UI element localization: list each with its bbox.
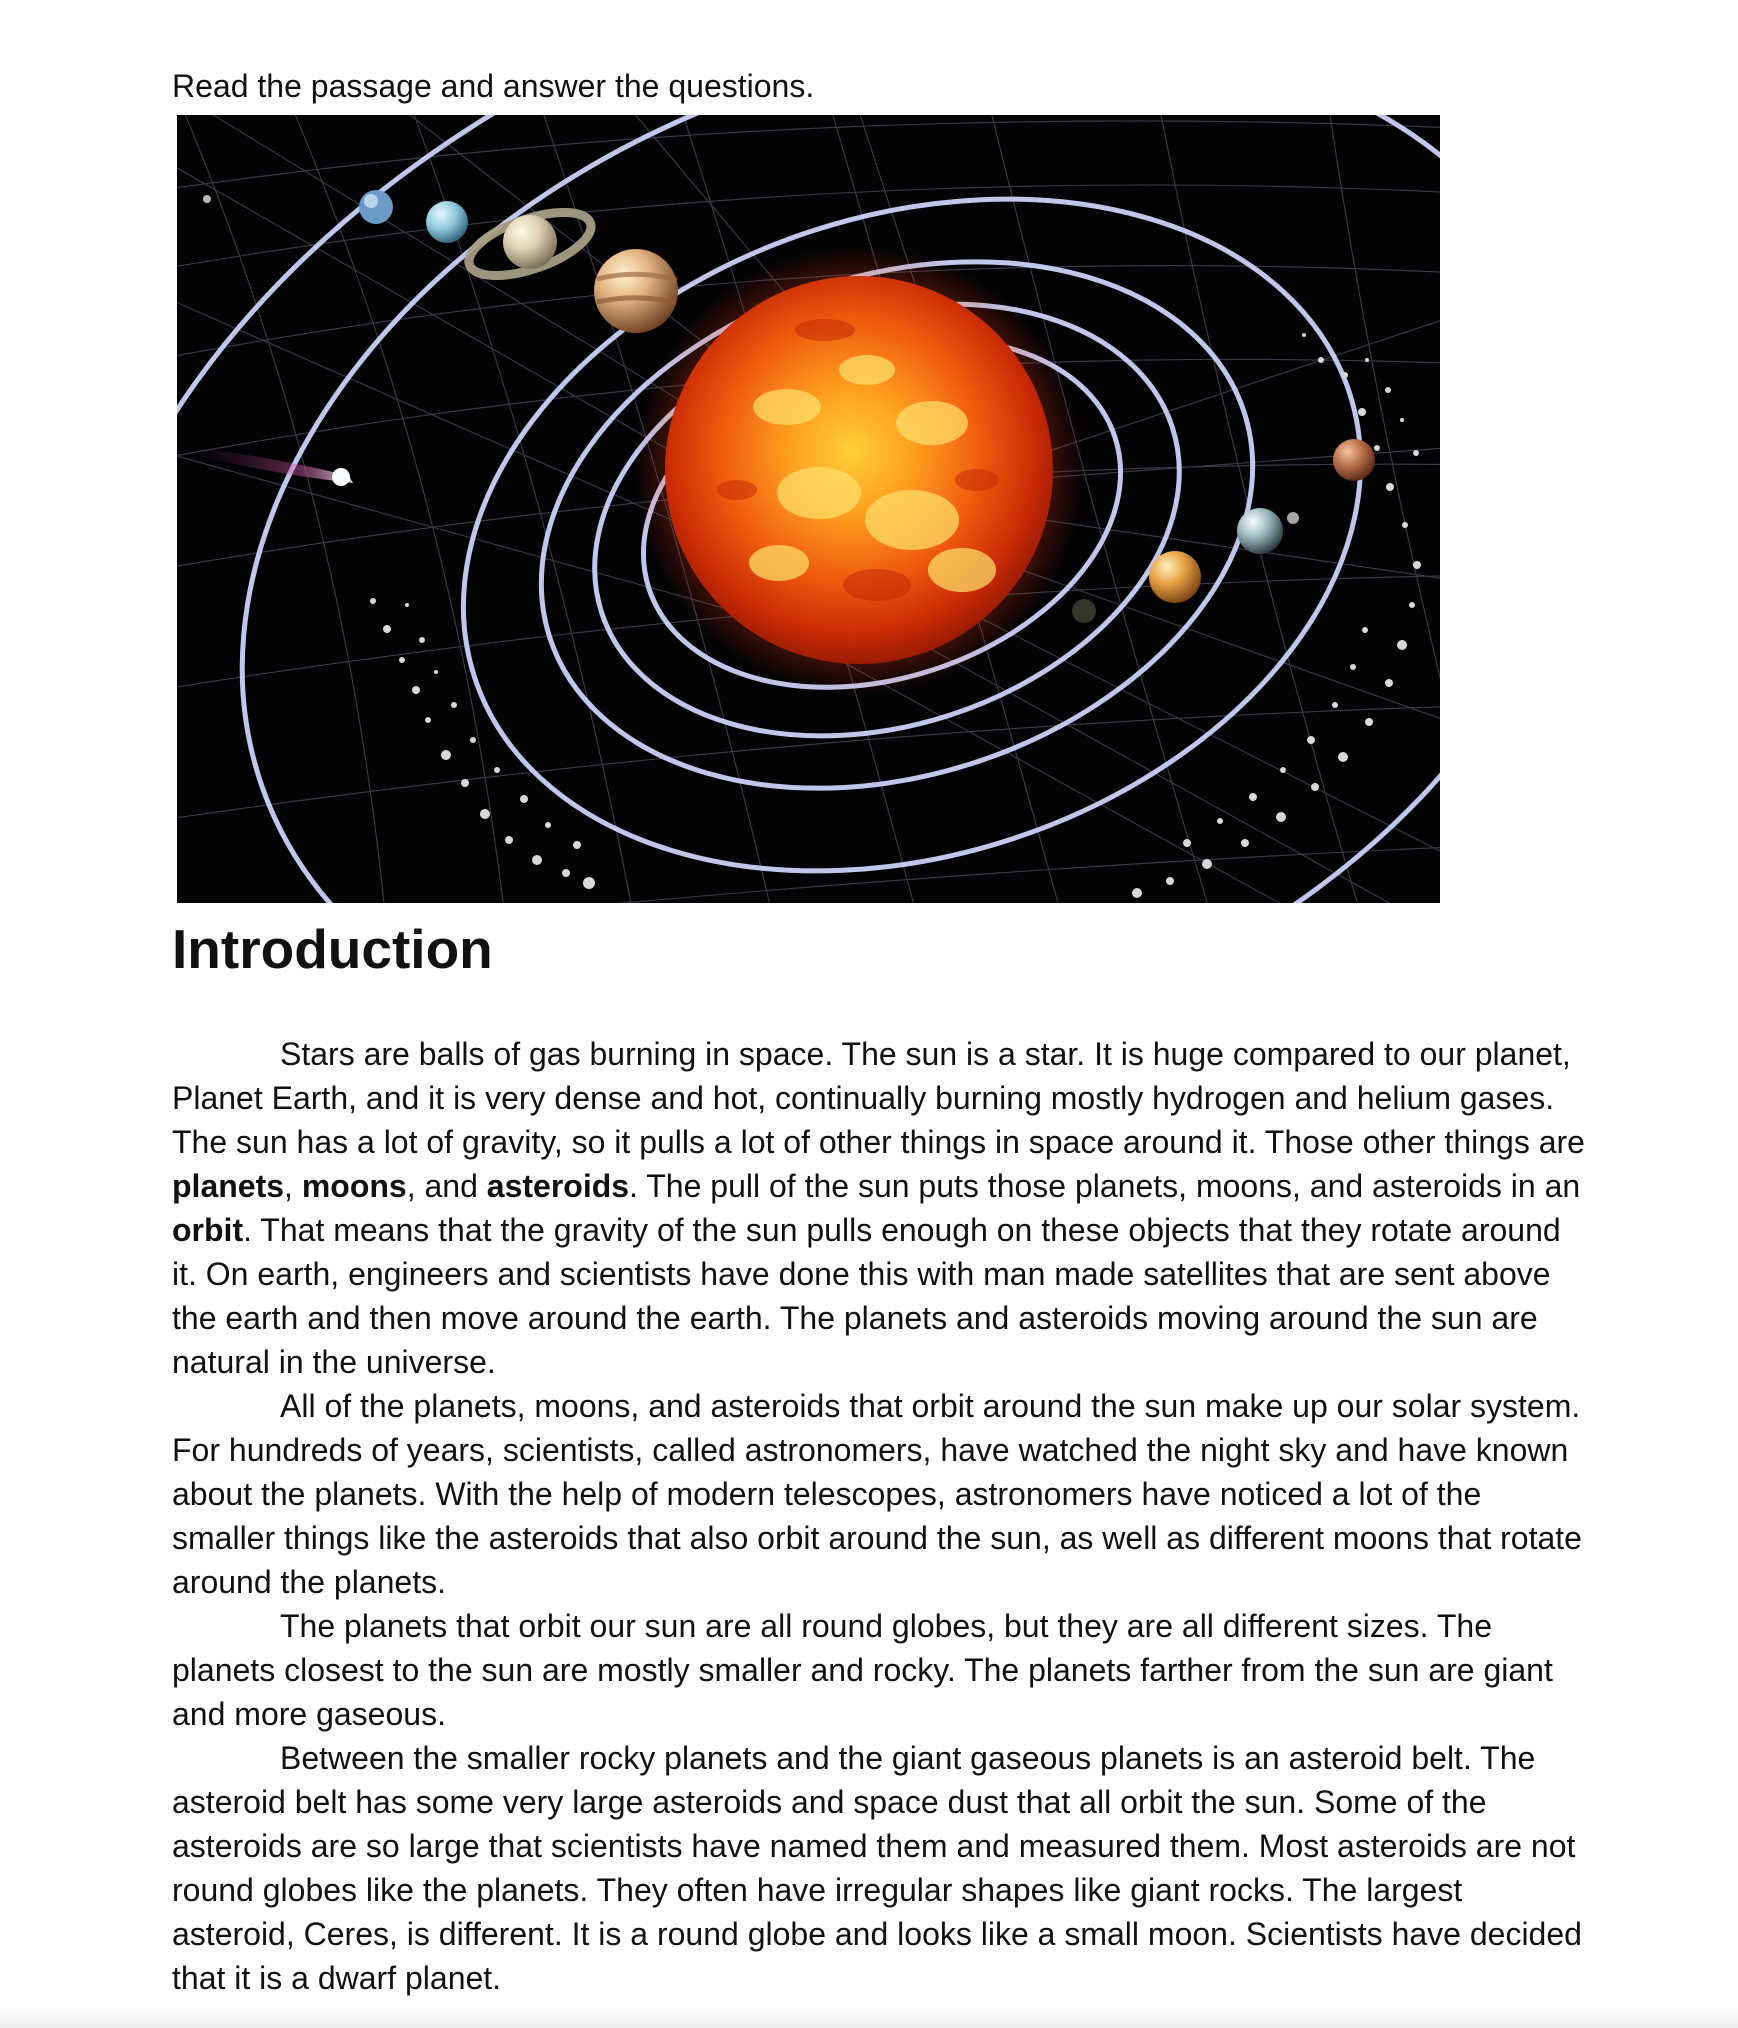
vocabulary-term: moons	[301, 1168, 407, 1204]
passage-text: The planets that orbit our sun are all round globes, but they are all different sizes. The planets closest to the sun are mostly smaller and rocky. The planets farther from the sun are giant and more gaseous.	[172, 1608, 1553, 1732]
passage-text: Stars are balls of gas burning in space. The sun is a star. It is huge compared to our planet, Planet Earth, and it is very dense and hot, continually burning mostly hydrogen and helium gases. The sun has a lot of gravity, so it pulls a lot of other things in space around it. Those other things are	[172, 1036, 1585, 1160]
instruction-text: Read the passage and answer the questions.	[172, 68, 815, 104]
passage-paragraph	[172, 1736, 1592, 2000]
passage-text: , and	[406, 1168, 487, 1204]
vocabulary-term: asteroids	[486, 1168, 630, 1204]
reading-passage	[172, 1032, 1592, 2000]
page-title: Introduction	[172, 918, 493, 980]
passage-text: . That means that the gravity of the sun pulls enough on these objects that they rotate around it. On earth, engineers and scientists have done this with man made satellites that are sent above the earth and then move around the earth. The planets and asteroids moving around the sun are natural in the universe.	[172, 1212, 1561, 1380]
venus	[1149, 551, 1201, 603]
passage-text: Between the smaller rocky planets and the giant gaseous planets is an asteroid belt. The asteroid belt has some very large asteroids and space dust that all orbit the sun. Some of the asteroids are so large that scientists have named them and measured them. Most asteroids are not round globes like the planets. They often have irregular shapes like giant rocks. The largest asteroid, Ceres, is different. It is a round globe and looks like a small moon. Scientists have decided that it is a dwarf planet.	[172, 1740, 1582, 1996]
passage-text: ,	[284, 1168, 302, 1204]
mars	[1333, 439, 1375, 481]
jupiter	[594, 249, 678, 333]
vocabulary-term: orbit	[172, 1212, 244, 1248]
page-bottom-edge	[0, 2008, 1738, 2028]
pluto	[203, 195, 211, 203]
solar-system-illustration	[177, 115, 1440, 903]
passage-paragraph	[172, 1604, 1592, 1736]
neptune	[359, 190, 393, 224]
solar-system-image	[177, 115, 1440, 903]
passage-paragraph	[172, 1032, 1592, 1384]
uranus	[426, 201, 468, 243]
sun	[634, 245, 1084, 695]
passage-paragraph	[172, 1384, 1592, 1604]
passage-text: . The pull of the sun puts those planets, moons, and asteroids in an	[629, 1168, 1581, 1204]
mercury	[1072, 599, 1096, 623]
passage-text: All of the planets, moons, and asteroids that orbit around the sun make up our solar system. For hundreds of years, scientists, called astronomers, have watched the night sky and have known about the planets. With the help of modern telescopes, astronomers have noticed a lot of the smaller things like the asteroids that also orbit around the sun, as well as different moons that rotate around the planets.	[172, 1388, 1582, 1600]
vocabulary-term: planets	[172, 1168, 285, 1204]
